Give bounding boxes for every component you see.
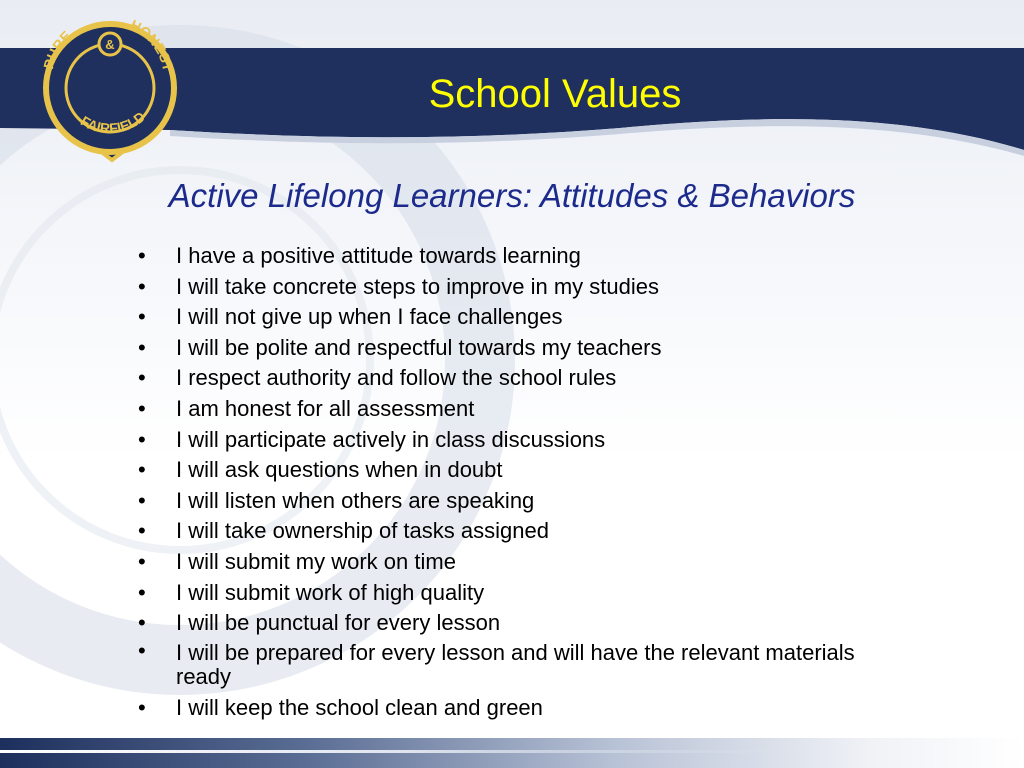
list-item [138, 302, 898, 333]
bullet-text: I will be polite and respectful towards my teachers [176, 334, 662, 360]
bullet-glyph: • [138, 637, 146, 663]
bullet-text: I will submit work of high quality [176, 579, 485, 605]
list-item [138, 693, 898, 724]
bullet-glyph: • [138, 426, 146, 452]
bullet-glyph: • [138, 579, 146, 605]
list-item [138, 333, 898, 364]
list-item [138, 455, 898, 486]
bullet-text: I will take concrete steps to improve in my studies [176, 273, 659, 299]
list-item [138, 608, 898, 639]
crest-ampersand: & [105, 37, 115, 52]
list-item [138, 425, 898, 456]
list-item [138, 639, 898, 693]
bullet-text: I have a positive attitude towards learning [176, 243, 581, 268]
bullet-text: I will participate actively in class discussions [176, 426, 606, 452]
list-item [138, 578, 898, 609]
crest-text-honest: HONEST [127, 16, 177, 73]
bullet-text: I will not give up when I face challenges [176, 304, 563, 330]
bullet-glyph: • [138, 273, 146, 299]
crest-text-pure: PURE [40, 27, 75, 71]
bullet-glyph: • [138, 304, 146, 330]
list-item [138, 516, 898, 547]
bullet-text: I respect authority and follow the school rules [176, 365, 617, 391]
footer-stripe [0, 738, 1024, 768]
school-crest-logo [28, 10, 196, 178]
bullet-text: I will keep the school clean and green [176, 694, 543, 720]
bullet-glyph: • [138, 610, 146, 636]
bullet-text: I will be punctual for every lesson [176, 610, 501, 636]
crest-text-fairfield: FAIRFIELD [78, 108, 149, 137]
bullet-text: I will ask questions when in doubt [176, 457, 503, 483]
slide-title: School Values [428, 72, 682, 116]
bullet-text: I will listen when others are speaking [176, 487, 535, 513]
bullet-glyph: • [138, 518, 146, 544]
list-item [138, 272, 898, 303]
bullet-glyph: • [138, 395, 146, 421]
list-item [138, 394, 898, 425]
bullet-glyph: • [138, 548, 146, 574]
bullet-text: I am honest for all assessment [176, 395, 475, 421]
bullet-glyph: • [138, 334, 146, 360]
bullet-text: I will be prepared for every lesson and will have the relevant materials ready [176, 639, 855, 689]
bullet-text: I will take ownership of tasks assigned [176, 518, 549, 544]
bullet-list [138, 241, 898, 723]
bullet-glyph: • [138, 694, 146, 720]
list-item [138, 241, 898, 272]
bullet-glyph: • [138, 365, 146, 391]
bullet-glyph: • [138, 487, 146, 513]
bullet-glyph: • [138, 243, 146, 268]
bullet-text: I will submit my work on time [176, 548, 456, 574]
list-item [138, 486, 898, 517]
list-item [138, 363, 898, 394]
slide-subtitle: Active Lifelong Learners: Attitudes & Behaviors [168, 177, 856, 214]
list-item [138, 547, 898, 578]
bullet-glyph: • [138, 457, 146, 483]
